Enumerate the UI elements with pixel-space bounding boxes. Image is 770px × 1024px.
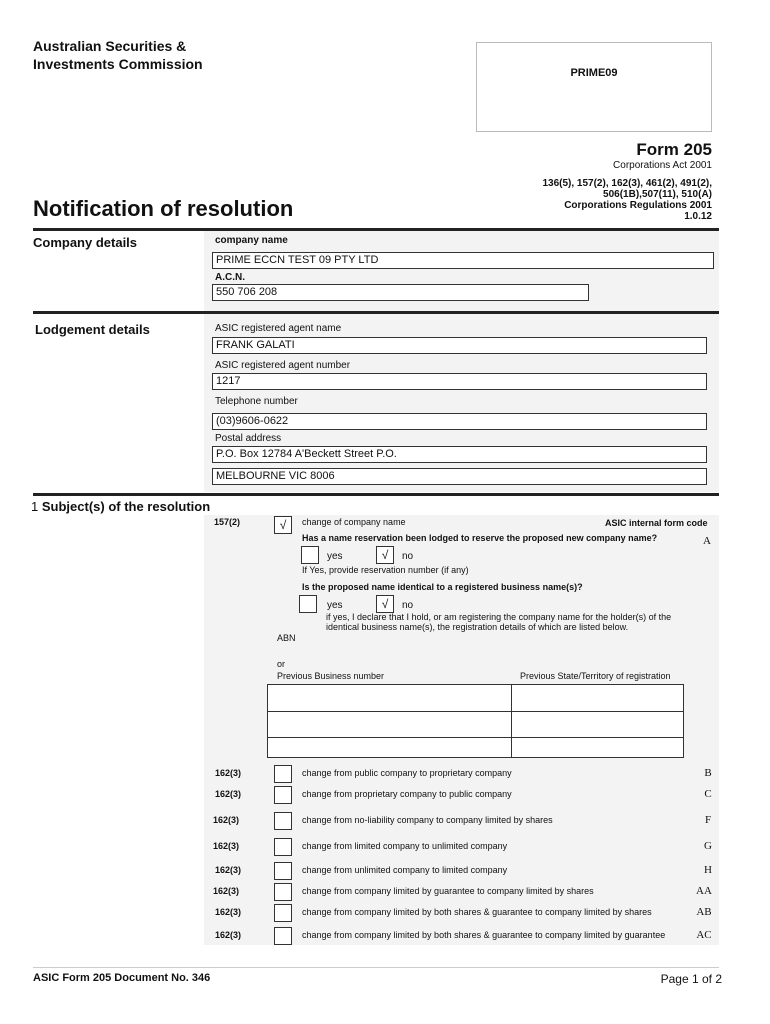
previous-state-label: Previous State/Territory of registration — [520, 671, 671, 681]
phone-label: Telephone number — [215, 396, 298, 407]
q2-note-line-1: if yes, I declare that I hold, or am registering the company name for the holder(s) of the — [326, 612, 672, 622]
prime-id-box — [476, 42, 712, 132]
item-label: change from company limited by both shares & guarantee to company limited by shares — [302, 907, 652, 917]
q1-no-label: no — [402, 551, 414, 562]
form-number: Form 205 — [636, 140, 712, 159]
item-label: change from no-liability company to company limited by shares — [302, 815, 553, 825]
item-checkbox[interactable] — [274, 862, 292, 880]
item-form-code: G — [704, 840, 712, 852]
company-details-panel — [204, 231, 719, 311]
postal-address-line-2[interactable]: MELBOURNE VIC 8006 — [212, 468, 707, 485]
item-checkbox[interactable] — [274, 883, 292, 901]
company-name-label: company name — [215, 235, 288, 246]
item-checkbox[interactable] — [274, 765, 292, 783]
regulations: Corporations Regulations 2001 — [564, 200, 712, 211]
footer-page-number: Page 1 of 2 — [660, 972, 722, 986]
item-label: change from limited company to unlimited company — [302, 841, 508, 851]
item-label: change from company limited by both shares & guarantee to company limited by guarantee — [302, 930, 666, 940]
item-section-ref: 162(3) — [215, 865, 242, 875]
page-title: Notification of resolution — [33, 196, 294, 221]
version: 1.0.12 — [684, 211, 712, 222]
item-section-ref: 162(3) — [213, 815, 240, 825]
item-section-ref: 162(3) — [215, 907, 242, 917]
item-label: change from company limited by guarantee to company limited by shares — [302, 886, 594, 896]
lodgement-details-panel — [204, 314, 719, 492]
item-form-code: H — [704, 864, 712, 876]
item-checkbox[interactable] — [274, 812, 292, 830]
item-label: change from public company to proprietary company — [302, 768, 512, 778]
table-row-divider — [268, 711, 683, 712]
item-form-code: B — [704, 767, 712, 779]
prime-id: PRIME09 — [570, 67, 618, 79]
act-reference: Corporations Act 2001 — [613, 160, 712, 171]
question-reservation: Has a name reservation been lodged to reserve the proposed new company name? — [302, 533, 658, 543]
organisation-name — [33, 37, 203, 73]
company-details-heading: Company details — [33, 235, 138, 250]
internal-code-header: ASIC internal form code — [605, 518, 708, 528]
subject-number: 1 — [31, 499, 39, 514]
item-form-code: C — [704, 788, 712, 800]
item-section-ref: 162(3) — [213, 841, 240, 851]
agent-number-label: ASIC registered agent number — [215, 360, 351, 371]
q2-yes-checkbox[interactable] — [299, 595, 317, 613]
item-section-ref: 162(3) — [213, 886, 240, 896]
agent-number-field[interactable]: 1217 — [212, 373, 707, 390]
footer-document-number: ASIC Form 205 Document No. 346 — [33, 972, 211, 984]
item-section-ref: 162(3) — [215, 789, 242, 799]
postal-address-line-1[interactable]: P.O. Box 12784 A'Beckett Street P.O. — [212, 446, 707, 463]
org-line-1: Australian Securities & — [33, 38, 187, 54]
acn-field[interactable]: 550 706 208 — [212, 284, 589, 301]
footer-divider — [33, 967, 719, 968]
q1-yes-label: yes — [327, 551, 343, 562]
item-form-code: F — [704, 814, 712, 826]
item-section-ref: 162(3) — [215, 930, 242, 940]
section-divider — [33, 493, 719, 496]
previous-business-number-label: Previous Business number — [277, 671, 385, 681]
phone-field[interactable]: (03)9606-0622 — [212, 413, 707, 430]
form-code: A — [703, 535, 711, 547]
q2-yes-label: yes — [327, 600, 343, 611]
question-business-name: Is the proposed name identical to a registered business name(s)? — [302, 582, 583, 592]
subject-title: Subject(s) of the resolution — [41, 499, 211, 514]
company-name-field[interactable]: PRIME ECCN TEST 09 PTY LTD — [212, 252, 714, 269]
item-checkbox[interactable] — [274, 904, 292, 922]
table-column-divider — [511, 685, 512, 757]
sections-line-1: 136(5), 157(2), 162(3), 461(2), 491(2), — [542, 178, 712, 189]
postal-address-label: Postal address — [215, 433, 282, 444]
item-form-code: AB — [696, 906, 712, 918]
table-row-divider — [268, 737, 683, 738]
previous-registration-table — [267, 684, 684, 758]
agent-name-label: ASIC registered agent name — [215, 323, 342, 334]
main-section-ref: 157(2) — [214, 517, 241, 527]
or-label: or — [277, 659, 286, 669]
item-form-code: AA — [696, 885, 712, 897]
q2-note-line-2: identical business name(s), the registration details of which are listed below. — [326, 622, 629, 632]
item-section-ref: 162(3) — [215, 768, 242, 778]
item-label: change from proprietary company to public company — [302, 789, 512, 799]
change-name-checkbox[interactable]: √ — [274, 516, 292, 534]
section-references — [542, 178, 712, 222]
acn-label: A.C.N. — [215, 272, 245, 283]
item-form-code: AC — [696, 929, 712, 941]
q1-note: If Yes, provide reservation number (if any) — [302, 565, 469, 575]
q1-no-checkbox[interactable]: √ — [376, 546, 394, 564]
item-checkbox[interactable] — [274, 786, 292, 804]
sections-line-2: 506(1B),507(11), 510(A) — [603, 189, 712, 200]
q2-no-checkbox[interactable]: √ — [376, 595, 394, 613]
q2-no-label: no — [402, 600, 414, 611]
change-name-label: change of company name — [302, 517, 406, 527]
q1-yes-checkbox[interactable] — [301, 546, 319, 564]
abn-label: ABN — [277, 633, 296, 643]
item-label: change from unlimited company to limited company — [302, 865, 508, 875]
org-line-2: Investments Commission — [33, 56, 203, 72]
subject-heading — [31, 499, 210, 514]
lodgement-details-heading: Lodgement details — [35, 322, 150, 337]
item-checkbox[interactable] — [274, 927, 292, 945]
agent-name-field[interactable]: FRANK GALATI — [212, 337, 707, 354]
item-checkbox[interactable] — [274, 838, 292, 856]
